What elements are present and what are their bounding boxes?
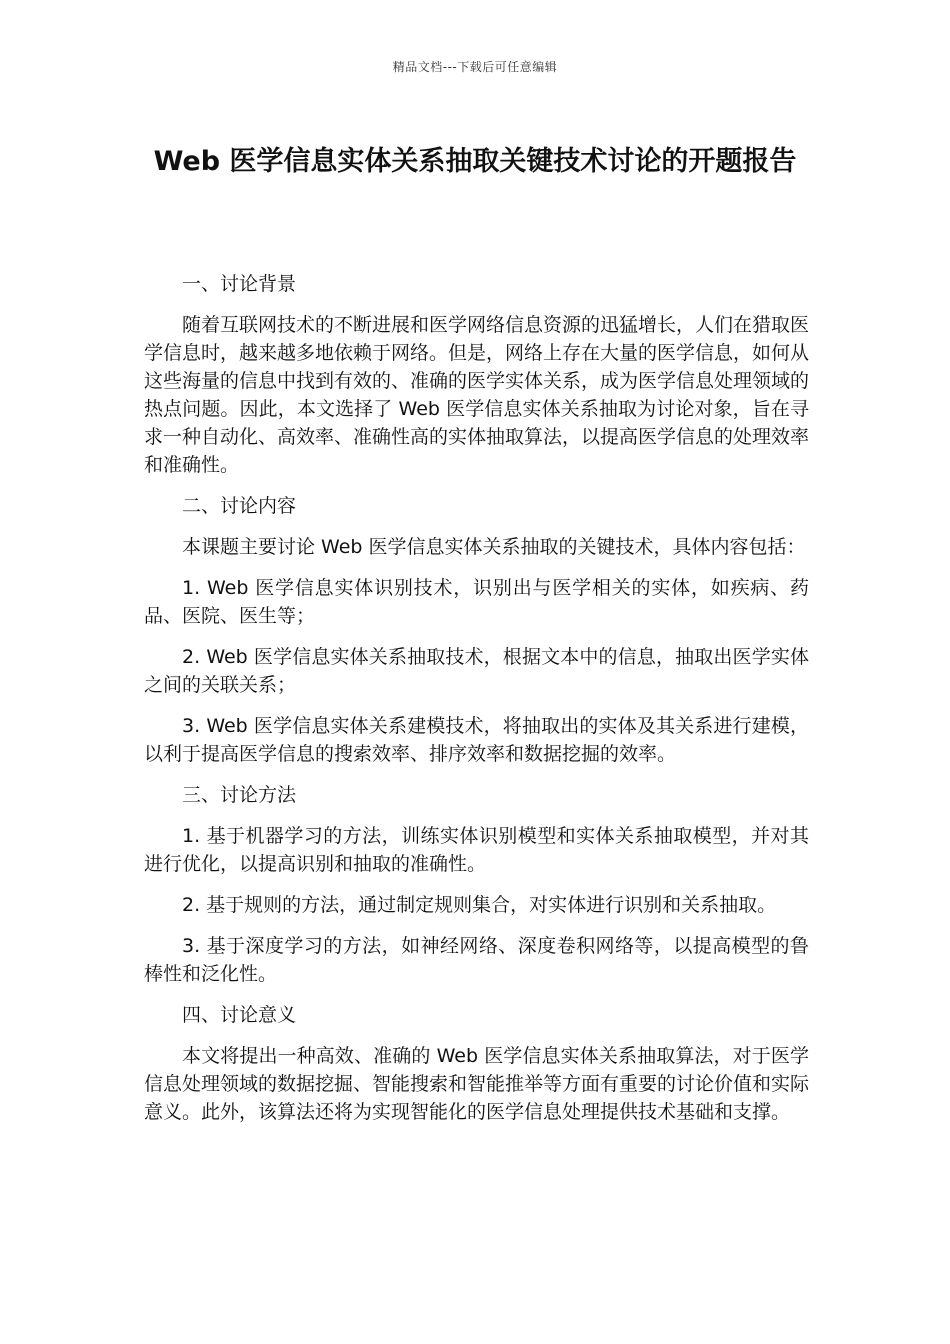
header-note: 精品文档---下载后可任意编辑 — [392, 60, 558, 74]
paragraph-significance: 本文将提出一种高效、准确的 Web 医学信息实体关系抽取算法，对于医学信息处理领域的数据挖掘、智能搜索和智能推举等方面有重要的讨论价值和实际意义。此外，该算法还将为实现智能化的医学信息处理提供技术基础和支撑。 — [144, 1045, 810, 1123]
paragraph-content-intro: 本课题主要讨论 Web 医学信息实体关系抽取的关键技术，具体内容包括： — [182, 536, 806, 558]
list-item-content-1: 1. Web 医学信息实体识别技术，识别出与医学相关的实体，如疾病、药品、医院、医生等； — [144, 577, 809, 627]
section-heading-content: 二、讨论内容 — [182, 495, 297, 517]
list-item-content-2: 2. Web 医学信息实体关系抽取技术，根据文本中的信息，抽取出医学实体之间的关联关系； — [144, 646, 809, 696]
list-item-method-1: 1. 基于机器学习的方法，训练实体识别模型和实体关系抽取模型，并对其进行优化，以提高识别和抽取的准确性。 — [144, 825, 809, 875]
document-body — [144, 270, 809, 1139]
list-item-content-3: 3. Web 医学信息实体关系建模技术，将抽取出的实体及其关系进行建模，以利于提高医学信息的搜索效率、排序效率和数据挖掘的效率。 — [144, 715, 809, 765]
list-item-method-3: 3. 基于深度学习的方法，如神经网络、深度卷积网络等，以提高模型的鲁棒性和泛化性。 — [144, 935, 809, 985]
section-heading-background: 一、讨论背景 — [182, 273, 297, 295]
document-title: Web 医学信息实体关系抽取关键技术讨论的开题报告 — [153, 146, 797, 177]
section-heading-methods: 三、讨论方法 — [182, 784, 297, 806]
paragraph-background: 随着互联网技术的不断进展和医学网络信息资源的迅猛增长，人们在猎取医学信息时，越来越多地依赖于网络。但是，网络上存在大量的医学信息，如何从这些海量的信息中找到有效的、准确的医学实体关系，成为医学信息处理领域的热点问题。因此，本文选择了 Web 医学信息实体关系抽取为讨论对象，旨在寻求一种自动化、高效率、准确性高的实体抽取算法，以提高医学信息的处理效率和准确性。 — [144, 314, 810, 476]
section-heading-significance: 四、讨论意义 — [182, 1004, 297, 1026]
list-item-method-2: 2. 基于规则的方法，通过制定规则集合，对实体进行识别和关系抽取。 — [182, 894, 777, 916]
